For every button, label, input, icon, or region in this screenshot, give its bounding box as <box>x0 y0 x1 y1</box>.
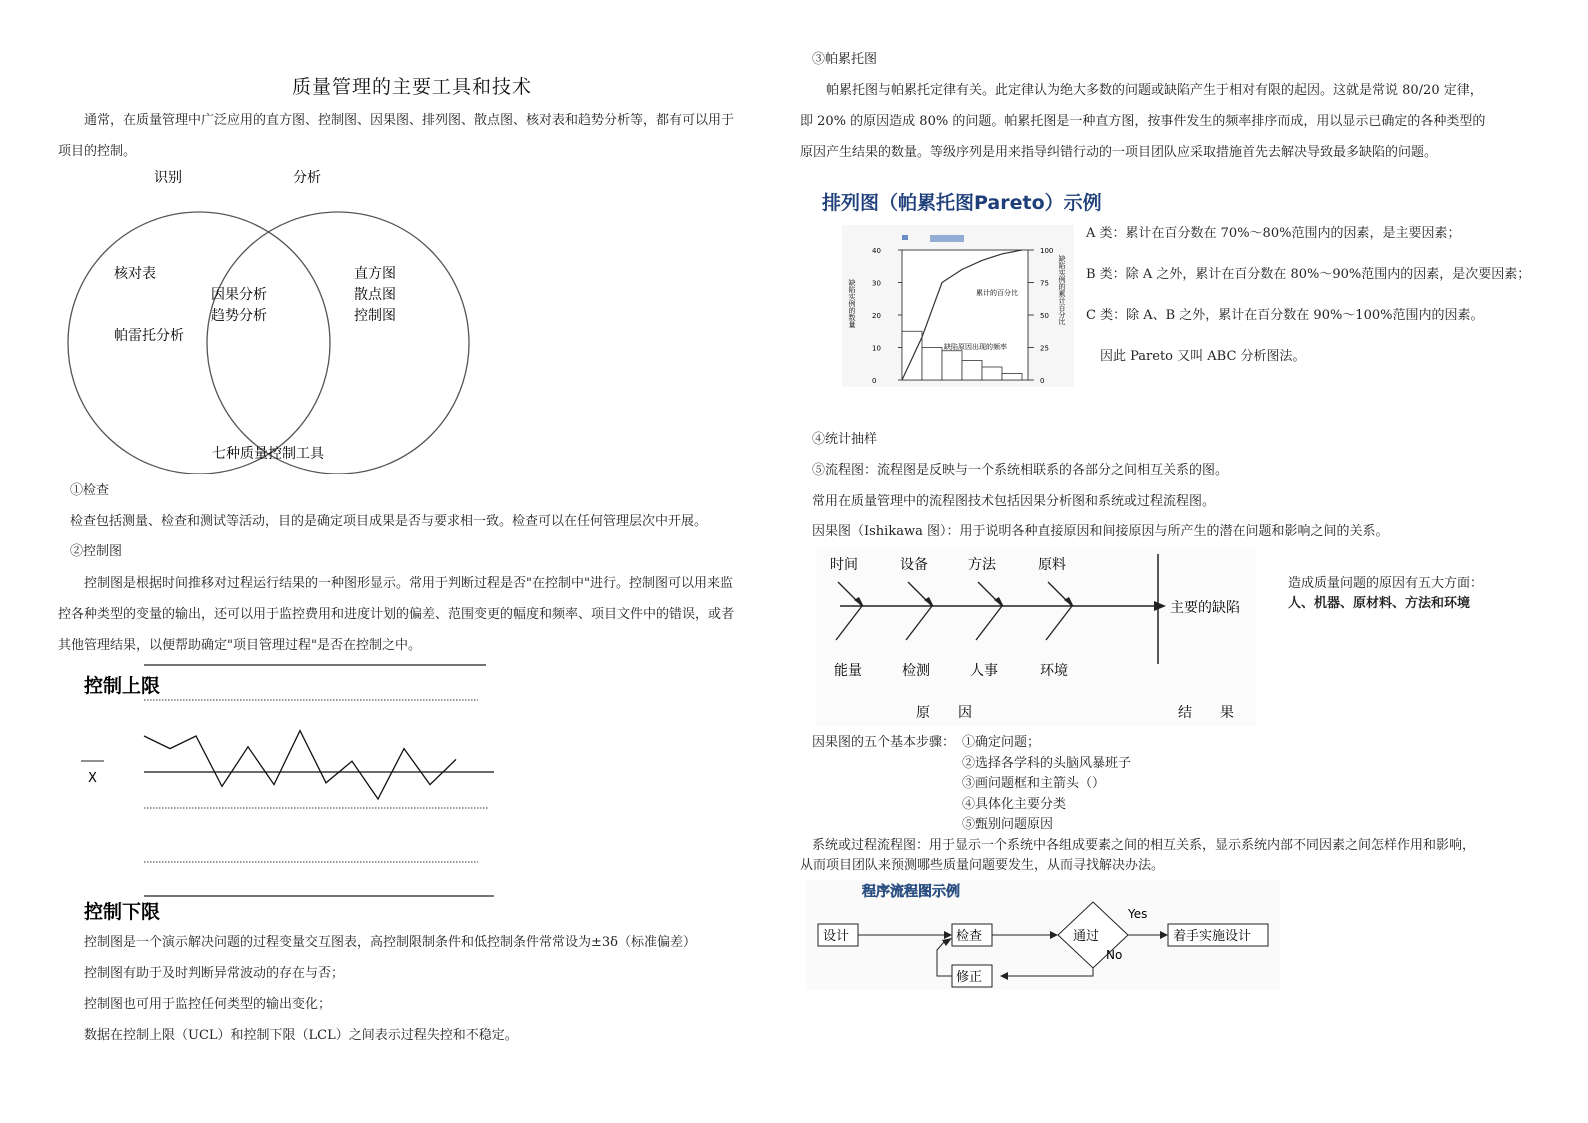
cause-bottom-1: 能量 <box>834 663 862 679</box>
pareto-left-tick: 30 <box>872 279 881 288</box>
cause-bottom-4: 环境 <box>1040 663 1068 679</box>
intro-line-1: 通常，在质量管理中广泛应用的直方图、控制图、因果图、排列图、散点图、核对表和趋势分析等，都有可以用于 <box>84 113 735 128</box>
pareto-left-tick: 20 <box>872 312 881 320</box>
pareto-bar <box>1002 374 1022 381</box>
venn-left-item-2: 帕雷托分析 <box>114 328 184 344</box>
pareto-left-tick: 0 <box>872 377 877 385</box>
flow-node-pass-label: 通过 <box>1073 929 1100 944</box>
section-1-heading: ①检查 <box>70 483 110 498</box>
pareto-right-tick: 50 <box>1040 312 1049 320</box>
step-4: ④具体化主要分类 <box>962 797 1067 812</box>
section-3-heading: ③帕累托图 <box>812 52 878 67</box>
ucl-label: 控制上限 <box>84 675 161 697</box>
section-5-line-2: 常用在质量管理中的流程图技术包括因果分析图和系统或过程流程图。 <box>812 494 1216 509</box>
result-axis-label: 结 果 <box>1178 705 1234 721</box>
flow-yes-label: Yes <box>1128 907 1148 921</box>
process-flowchart <box>806 880 1280 990</box>
section-2-line-3: 其他管理结果，以便帮助确定"项目管理过程"是否在控制之中。 <box>58 638 421 653</box>
pareto-right-axis-label: 缺陷实例的累计百分比 <box>1058 255 1066 325</box>
pareto-cumulative-label: 累计的百分比 <box>976 289 1018 297</box>
section-1-text: 检查包括测量、检查和测试等活动，目的是确定项目成果是否与要求相一致。检查可以在任何管理层次中开展。 <box>70 514 708 529</box>
section-2-heading: ②控制图 <box>70 544 123 559</box>
section-2-line-2: 控各种类型的变量的输出，还可以用于监控费用和进度计划的偏差、范围变更的幅度和频率、项目文件中的错误，或者 <box>58 607 735 622</box>
pareto-left-tick: 40 <box>872 247 881 255</box>
section-5-line-3: 因果图（Ishikawa 图）：用于说明各种直接原因和间接原因与所产生的潜在问题和影响之间的关系。 <box>812 524 1389 539</box>
venn-right-item-3: 控制图 <box>354 308 396 324</box>
class-b-text: B 类：除 A 之外，累计在百分数在 80%～90%范围内的因素，是次要因素； <box>1086 267 1531 282</box>
system-flow-line-2: 从而项目团队来预测哪些质量问题要发生，从而寻找解决办法。 <box>800 858 1165 873</box>
pareto-right-tick: 0 <box>1040 377 1045 385</box>
pareto-bar <box>982 367 1002 380</box>
venn-label-analyze: 分析 <box>293 170 321 186</box>
five-causes-line-1: 造成质量问题的原因有五大方面： <box>1288 576 1484 591</box>
pareto-title: 排列图（帕累托图Pareto）示例 <box>822 192 1102 214</box>
flow-node-fix-label: 修正 <box>956 970 983 985</box>
mean-label: X <box>88 771 97 786</box>
steps-lead: 因果图的五个基本步骤： <box>812 735 956 750</box>
venn-mid-item-1: 因果分析 <box>211 287 267 303</box>
pareto-left-tick: 10 <box>872 344 881 353</box>
pareto-left-axis-label: 缺陷实例的数量 <box>848 279 856 328</box>
control-chart-note-4: 数据在控制上限（UCL）和控制下限（LCL）之间表示过程失控和不稳定。 <box>84 1028 518 1043</box>
pareto-right-tick: 100 <box>1040 247 1054 255</box>
venn-left-item-1: 核对表 <box>114 266 156 282</box>
section-5-line-1: ⑤流程图：流程图是反映与一个系统相联系的各部分之间相互关系的图。 <box>812 463 1229 478</box>
pareto-bar <box>922 348 942 381</box>
venn-diagram <box>56 162 481 474</box>
class-c-text: C 类：除 A、B 之外，累计在百分数在 90%～100%范围内的因素。 <box>1086 308 1484 323</box>
cause-axis-label: 原 因 <box>916 705 972 721</box>
fishbone-effect: 主要的缺陷 <box>1170 600 1240 616</box>
control-chart-note-1: 控制图是一个演示解决问题的过程变量交互图表，高控制限制条件和低控制条件常常设为±3δ（标准偏差） <box>84 935 696 950</box>
pareto-bar <box>962 361 982 381</box>
control-chart <box>78 660 508 928</box>
pareto-right-tick: 25 <box>1040 344 1049 353</box>
step-3: ③画问题框和主箭头（） <box>962 776 1106 791</box>
control-chart-note-3: 控制图也可用于监控任何类型的输出变化； <box>84 997 332 1012</box>
pareto-bar <box>942 351 962 380</box>
venn-circle-analyze <box>207 212 469 474</box>
cause-top-4: 原料 <box>1038 557 1066 573</box>
lcl-label: 控制下限 <box>84 901 161 923</box>
section-3-line-2: 即 20% 的原因造成 80% 的问题。帕累托图是一种直方图，按事件发生的频率排序而成，用以显示已确定的各种类型的 <box>800 114 1486 129</box>
flow-node-design-label: 设计 <box>823 929 850 944</box>
section-2-line-1: 控制图是根据时间推移对过程运行结果的一种图形显示。常用于判断过程是否"在控制中"进行。控制图可以用来监 <box>84 576 733 591</box>
venn-right-item-2: 散点图 <box>354 287 396 303</box>
pareto-chart <box>842 225 1074 387</box>
abc-note: 因此 Pareto 又叫 ABC 分析图法。 <box>1100 349 1306 364</box>
step-1: ①确定问题； <box>962 735 1041 750</box>
pareto-right-tick: 75 <box>1040 279 1049 288</box>
section-3-line-3: 原因产生结果的数量。等级序列是用来指导纠错行动的一项目团队应采取措施首先去解决导致最多缺陷的问题。 <box>800 145 1438 160</box>
system-flow-line-1: 系统或过程流程图：用于显示一个系统中各组成要素之间的相互关系，显示系统内部不同因素之间怎样作用和影响， <box>812 838 1476 853</box>
cause-top-1: 时间 <box>830 557 858 573</box>
venn-mid-item-2: 趋势分析 <box>211 308 267 324</box>
section-4-heading: ④统计抽样 <box>812 432 878 447</box>
venn-label-identify: 识别 <box>154 170 182 186</box>
venn-right-item-1: 直方图 <box>354 266 396 282</box>
pareto-frequency-label: 缺陷原因出现的频率 <box>944 343 1007 351</box>
page-title: 质量管理的主要工具和技术 <box>292 76 533 98</box>
fishbone-diagram <box>816 548 1256 726</box>
cause-top-2: 设备 <box>900 557 928 573</box>
cause-bottom-2: 检测 <box>902 663 930 679</box>
flowchart-title: 程序流程图示例 <box>862 884 960 900</box>
flow-node-check-label: 检查 <box>956 929 983 944</box>
control-chart-note-2: 控制图有助于及时判断异常波动的存在与否； <box>84 966 345 981</box>
step-5: ⑤甄别问题原因 <box>962 817 1054 832</box>
intro-line-2: 项目的控制。 <box>58 144 137 159</box>
cause-bottom-3: 人事 <box>970 663 998 679</box>
venn-circle-identify <box>68 212 330 474</box>
flow-node-implement-label: 着手实施设计 <box>1173 929 1252 944</box>
step-2: ②选择各学科的头脑风暴班子 <box>962 756 1132 771</box>
flow-no-label: No <box>1106 948 1123 962</box>
control-chart-series <box>144 731 456 799</box>
venn-bottom-label: 七种质量控制工具 <box>212 446 324 462</box>
cause-top-3: 方法 <box>968 557 996 573</box>
five-causes-line-2: 人、机器、原材料、方法和环境 <box>1288 596 1471 611</box>
class-a-text: A 类：累计在百分数在 70%～80%范围内的因素，是主要因素； <box>1086 226 1461 241</box>
section-3-line-1: 帕累托图与帕累托定律有关。此定律认为绝大多数的问题或缺陷产生于相对有限的起因。这就是常说 80/20 定律， <box>826 83 1483 98</box>
